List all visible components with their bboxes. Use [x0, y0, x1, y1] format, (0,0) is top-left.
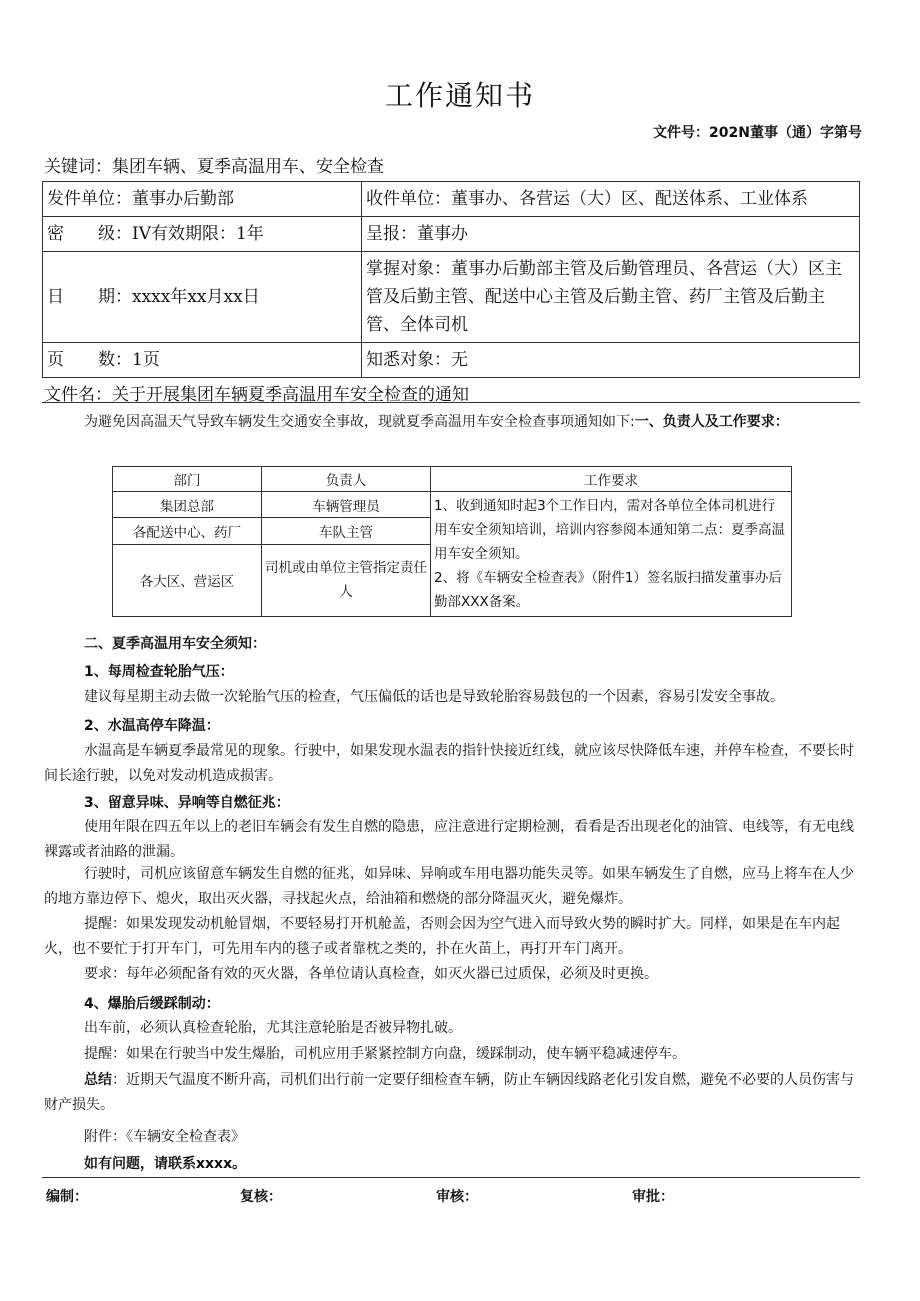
file-name: 文件名：关于开展集团车辆夏季高温用车安全检查的通知	[44, 385, 469, 405]
subsection-title: 3、留意异味、异响等自燃征兆：	[84, 795, 290, 811]
subsection-title: 2、水温高停车降温：	[84, 718, 220, 734]
dept-cell: 各大区、营运区	[113, 544, 262, 617]
section-heading: 二、夏季高温用车安全须知：	[84, 636, 266, 652]
divider	[42, 402, 860, 403]
intro-heading: 一、负责人及工作要求：	[634, 414, 789, 430]
attachment: 附件：《车辆安全检查表》	[84, 1129, 245, 1145]
header-owner: 负责人	[262, 467, 431, 492]
sender-cell: 发件单位：董事办后勤部	[43, 182, 362, 217]
table-row	[113, 492, 792, 518]
review-label: 复核：	[240, 1189, 282, 1205]
intro-paragraph	[84, 410, 844, 435]
meta-row	[43, 252, 860, 343]
paragraph: 出车前，必须认真检查轮胎，尤其注意轮胎是否被异物扎破。	[84, 1020, 462, 1036]
document-title: 工作通知书	[384, 79, 535, 112]
paragraph: 提醒：如果在行驶当中发生爆胎，司机应用手紧紧控制方向盘，缓踩制动，使车辆平稳减速停车。	[84, 1046, 686, 1062]
meta-row	[43, 182, 860, 217]
paragraph: 建议每星期主动去做一次轮胎气压的检查，气压偏低的话也是导致轮胎容易鼓包的一个因素，容易引发安全事故。	[84, 689, 784, 705]
work-item-1: 1、收到通知时起3个工作日内，需对各单位全体司机进行用车安全须知培训，培训内容参阅本通知第二点：夏季高温用车安全须知。	[434, 498, 785, 562]
report-to-cell: 呈报：董事办	[362, 217, 860, 252]
work-item-2: 2、将《车辆安全检查表》（附件1）签名版扫描发董事办后勤部XXX备案。	[434, 570, 782, 610]
paragraph: 水温高是车辆夏季最常见的现象。行驶中，如果发现水温表的指针快接近红线，就应该尽快降低车速，并停车检查，不要长时间长途行驶，以免对发动机造成损害。	[44, 743, 854, 784]
subsection-title: 1、每周检查轮胎气压：	[84, 664, 234, 680]
summary-paragraph	[44, 1068, 860, 1118]
header-work: 工作要求	[431, 467, 792, 492]
audit-label: 审核：	[436, 1189, 478, 1205]
paragraph: 行驶时，司机应该留意车辆发生自燃的征兆，如异味、异响或车用电器功能失灵等。如果车辆发生了自燃，应马上将车在人少的地方靠边停下、熄火，取出灭火器，寻找起火点，给油箱和燃烧的部分降温灭火，避免爆炸。	[44, 866, 854, 907]
intro-text: 为避免因高温天气导致车辆发生交通安全事故，现就夏季高温用车安全检查事项通知如下:	[84, 414, 635, 430]
subsection-title: 4、爆胎后缓踩制动：	[84, 996, 220, 1012]
edit-label: 编制：	[46, 1189, 88, 1205]
summary-label: 总结	[84, 1072, 112, 1088]
paragraph: 使用年限在四五年以上的老旧车辆会有发生自燃的隐患，应注意进行定期检测，看看是否出现老化的油管、电线等，有无电线裸露或者油路的泄漏。	[44, 819, 854, 860]
notify-cell: 知悉对象：无	[362, 343, 860, 378]
owner-cell: 车队主管	[262, 518, 431, 544]
table-header-row	[113, 467, 792, 492]
approve-label: 审批：	[632, 1189, 674, 1205]
work-cell	[431, 492, 792, 617]
secrecy-cell: 密 级：IV有效期限：1年	[43, 217, 362, 252]
receiver-cell: 收件单位：董事办、各营运（大）区、配送体系、工业体系	[362, 182, 860, 217]
meta-row	[43, 217, 860, 252]
meta-row	[43, 343, 860, 378]
dept-cell: 集团总部	[113, 492, 262, 518]
meta-table	[42, 181, 860, 378]
summary-text: ：近期天气温度不断升高，司机们出行前一定要仔细检查车辆，防止车辆因线路老化引发自燃，避免不必要的人员伤害与财产损失。	[44, 1072, 854, 1113]
document-number: 文件号：202N董事（通）字第号	[653, 125, 862, 141]
paragraph: 要求：每年必须配备有效的灭火器，各单位请认真检查，如灭火器已过质保，必须及时更换。	[84, 966, 658, 982]
responsibility-table	[112, 466, 792, 617]
contact: 如有问题，请联系xxxx。	[84, 1156, 247, 1172]
owner-cell: 车辆管理员	[262, 492, 431, 518]
paragraph: 提醒：如果发现发动机舱冒烟，不要轻易打开机舱盖，否则会因为空气进入而导致火势的瞬时扩大。同样，如果是在车内起火，也不要忙于打开车门，可先用车内的毯子或者靠枕之类的，扑在火苗上，再打开车门离开。	[44, 916, 840, 957]
keywords: 关键词：集团车辆、夏季高温用车、安全检查	[44, 157, 384, 177]
dept-cell: 各配送中心、药厂	[113, 518, 262, 544]
divider	[42, 1177, 860, 1178]
grasp-cell: 掌握对象：董事办后勤部主管及后勤管理员、各营运（大）区主管及后勤主管、配送中心主管及后勤主管、药厂主管及后勤主管、全体司机	[362, 252, 860, 343]
pages-cell: 页 数：1页	[43, 343, 362, 378]
owner-cell: 司机或由单位主管指定责任人	[262, 544, 431, 617]
header-dept: 部门	[113, 467, 262, 492]
date-cell: 日 期：xxxx年xx月xx日	[43, 252, 362, 343]
